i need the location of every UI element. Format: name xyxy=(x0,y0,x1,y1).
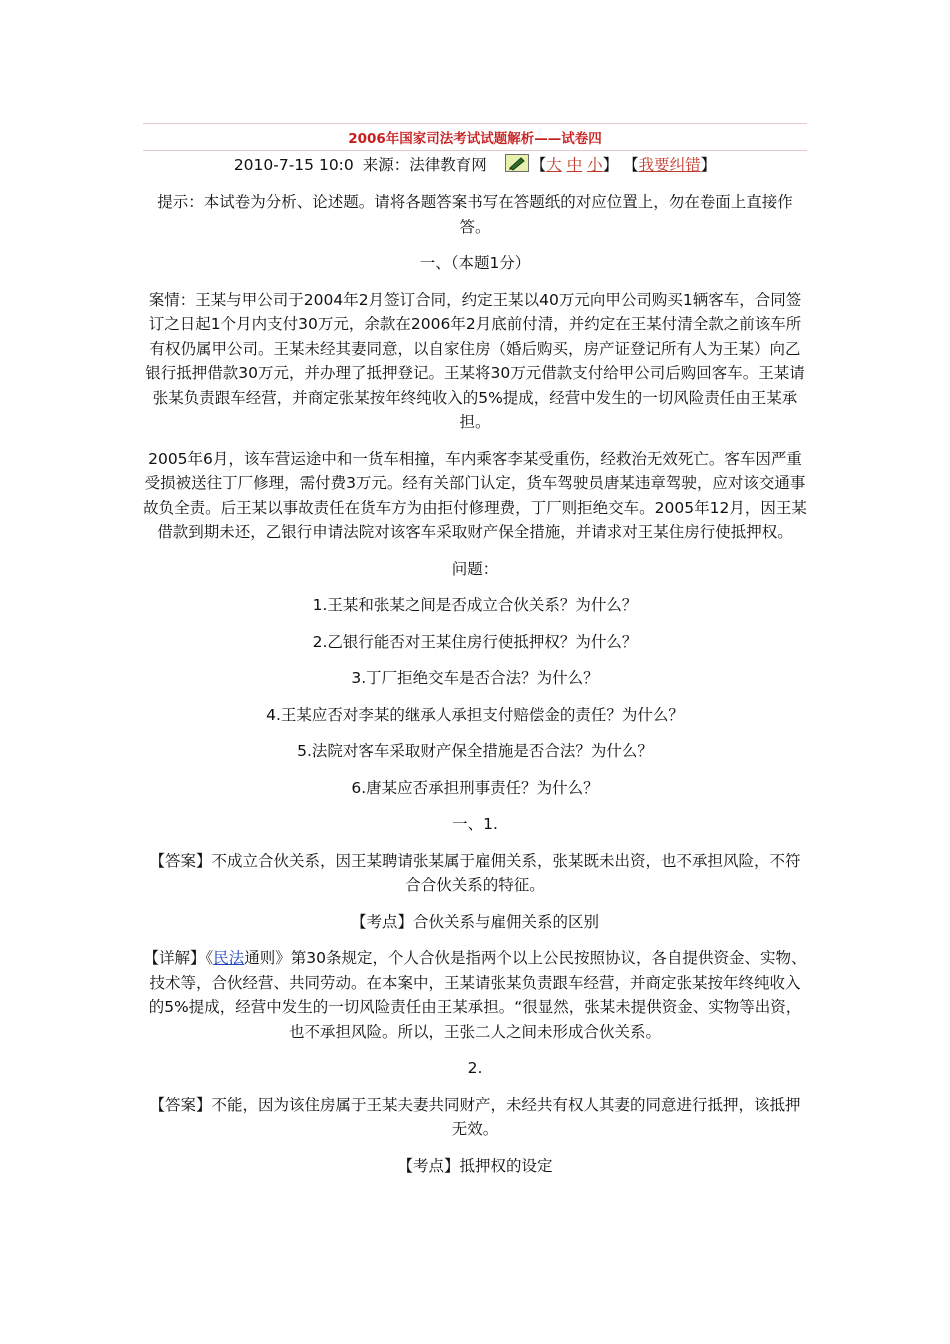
correction-link[interactable]: 我要纠错 xyxy=(638,156,701,174)
answer-label: 【答案】 xyxy=(149,1095,212,1114)
article-body xyxy=(143,190,807,1190)
article-meta xyxy=(143,153,807,175)
key-point-text: 抵押权的设定 xyxy=(459,1156,553,1175)
source-value: 法律教育网 xyxy=(409,156,487,174)
questions-heading: 问题： xyxy=(451,559,499,578)
font-size-medium-link[interactable]: 中 xyxy=(566,156,583,174)
publish-date: 2010-7-15 10:0 xyxy=(233,156,354,174)
section-heading: 一、（本题1分） xyxy=(419,254,531,272)
key-point-label: 【考点】 xyxy=(397,1156,460,1175)
key-point-text: 合伙关系与雇佣关系的区别 xyxy=(413,912,600,931)
detail-text: 通则》第30条规定，个人合伙是指两个以上公民按照协议，各自提供资金、实物、技术等，合伙经营、共同劳动。在本案中，王某请张某负责跟车经营，并商定张某按年终纯收入的5%提成，经营中发生的一切风险责任由王某承担。“很显然，张某未提供资金、实物等出资，也不承担风险。所以，王张二人之间未形成合伙关系。 xyxy=(148,949,807,1041)
detail-label: 【详解】 xyxy=(143,949,206,967)
case-paragraph-2: 2005年6月，该车营运途中和一货车相撞，车内乘客李某受重伤，经救治无效死亡。客车因严重受损被送往丁厂修理，需付费3万元。经有关部门认定，货车驾驶员唐某违章驾驶，应对该交通事故负全责。后王某以事故责任在货车方为由拒付修理费，丁厂则拒绝交车。2005年12月，因王某借款到期未还，乙银行申请法院对该客车采取财产保全措施，并请求对王某住房行使抵押权。 xyxy=(143,449,807,541)
answer-text: 不成立合伙关系，因王某聘请张某属于雇佣关系，张某既未出资，也不承担风险，不符合合伙关系的特征。 xyxy=(211,851,801,894)
case-paragraph-1: 案情：王某与甲公司于2004年2月签订合同，约定王某以40万元向甲公司购买1辆客车，合同签订之日起1个月内支付30万元，余款在2006年2月底前付清，并约定在王某付清全款之前该车所有权仍属甲公司。王某未经其妻同意，以自家住房（婚后购买，房产证登记所有人为王某）向乙银行抵押借款30万元，并办理了抵押登记。王某将30万元借款支付给甲公司后购回客车。王某请张某负责跟车经营，并商定张某按年终纯收入的5%提成，经营中发生的一切风险责任由王某承担。 xyxy=(145,290,805,431)
question-item: 1.王某和张某之间是否成立合伙关系？为什么？ xyxy=(312,596,638,614)
title-bottom-rule xyxy=(143,150,807,151)
pencil-icon[interactable] xyxy=(505,154,529,172)
detail-1 xyxy=(143,946,807,1044)
detail-open-quote: 《 xyxy=(205,949,214,967)
question-item: 5.法院对客车采取财产保全措施是否合法？为什么？ xyxy=(297,742,653,760)
answer-heading-1: 一、1. xyxy=(452,815,498,833)
font-size-large-link[interactable]: 大 xyxy=(546,156,562,174)
font-size-controls: 【大 中 小】 xyxy=(530,156,619,174)
key-point-1 xyxy=(143,910,807,935)
answer-label: 【答案】 xyxy=(149,851,212,870)
question-item: 6.唐某应否承担刑事责任？为什么？ xyxy=(351,778,599,797)
answer-2 xyxy=(143,1093,807,1142)
answer-heading-2: 2. xyxy=(467,1059,483,1077)
key-point-label: 【考点】 xyxy=(350,912,413,931)
key-point-2 xyxy=(143,1154,807,1179)
font-size-small-link[interactable]: 小 xyxy=(587,156,603,174)
answer-1 xyxy=(143,849,807,898)
civil-law-link[interactable]: 民法 xyxy=(213,949,245,967)
correction-control: 【我要纠错】 xyxy=(623,156,717,174)
question-item: 3.丁厂拒绝交车是否合法？为什么？ xyxy=(351,669,599,687)
source-label: 来源： xyxy=(362,156,410,174)
question-item: 2.乙银行能否对王某住房行使抵押权？为什么？ xyxy=(312,632,638,651)
title-top-rule xyxy=(143,123,807,124)
exam-tip: 提示：本试卷为分析、论述题。请将各题答案书写在答题纸的对应位置上，勿在卷面上直接作答。 xyxy=(157,193,793,236)
question-item: 4.王某应否对李某的继承人承担支付赔偿金的责任？为什么？ xyxy=(266,705,684,724)
page-title: 2006年国家司法考试试题解析——试卷四 xyxy=(348,131,602,147)
answer-text: 不能，因为该住房属于王某夫妻共同财产，未经共有权人其妻的同意进行抵押，该抵押无效。 xyxy=(211,1095,801,1138)
